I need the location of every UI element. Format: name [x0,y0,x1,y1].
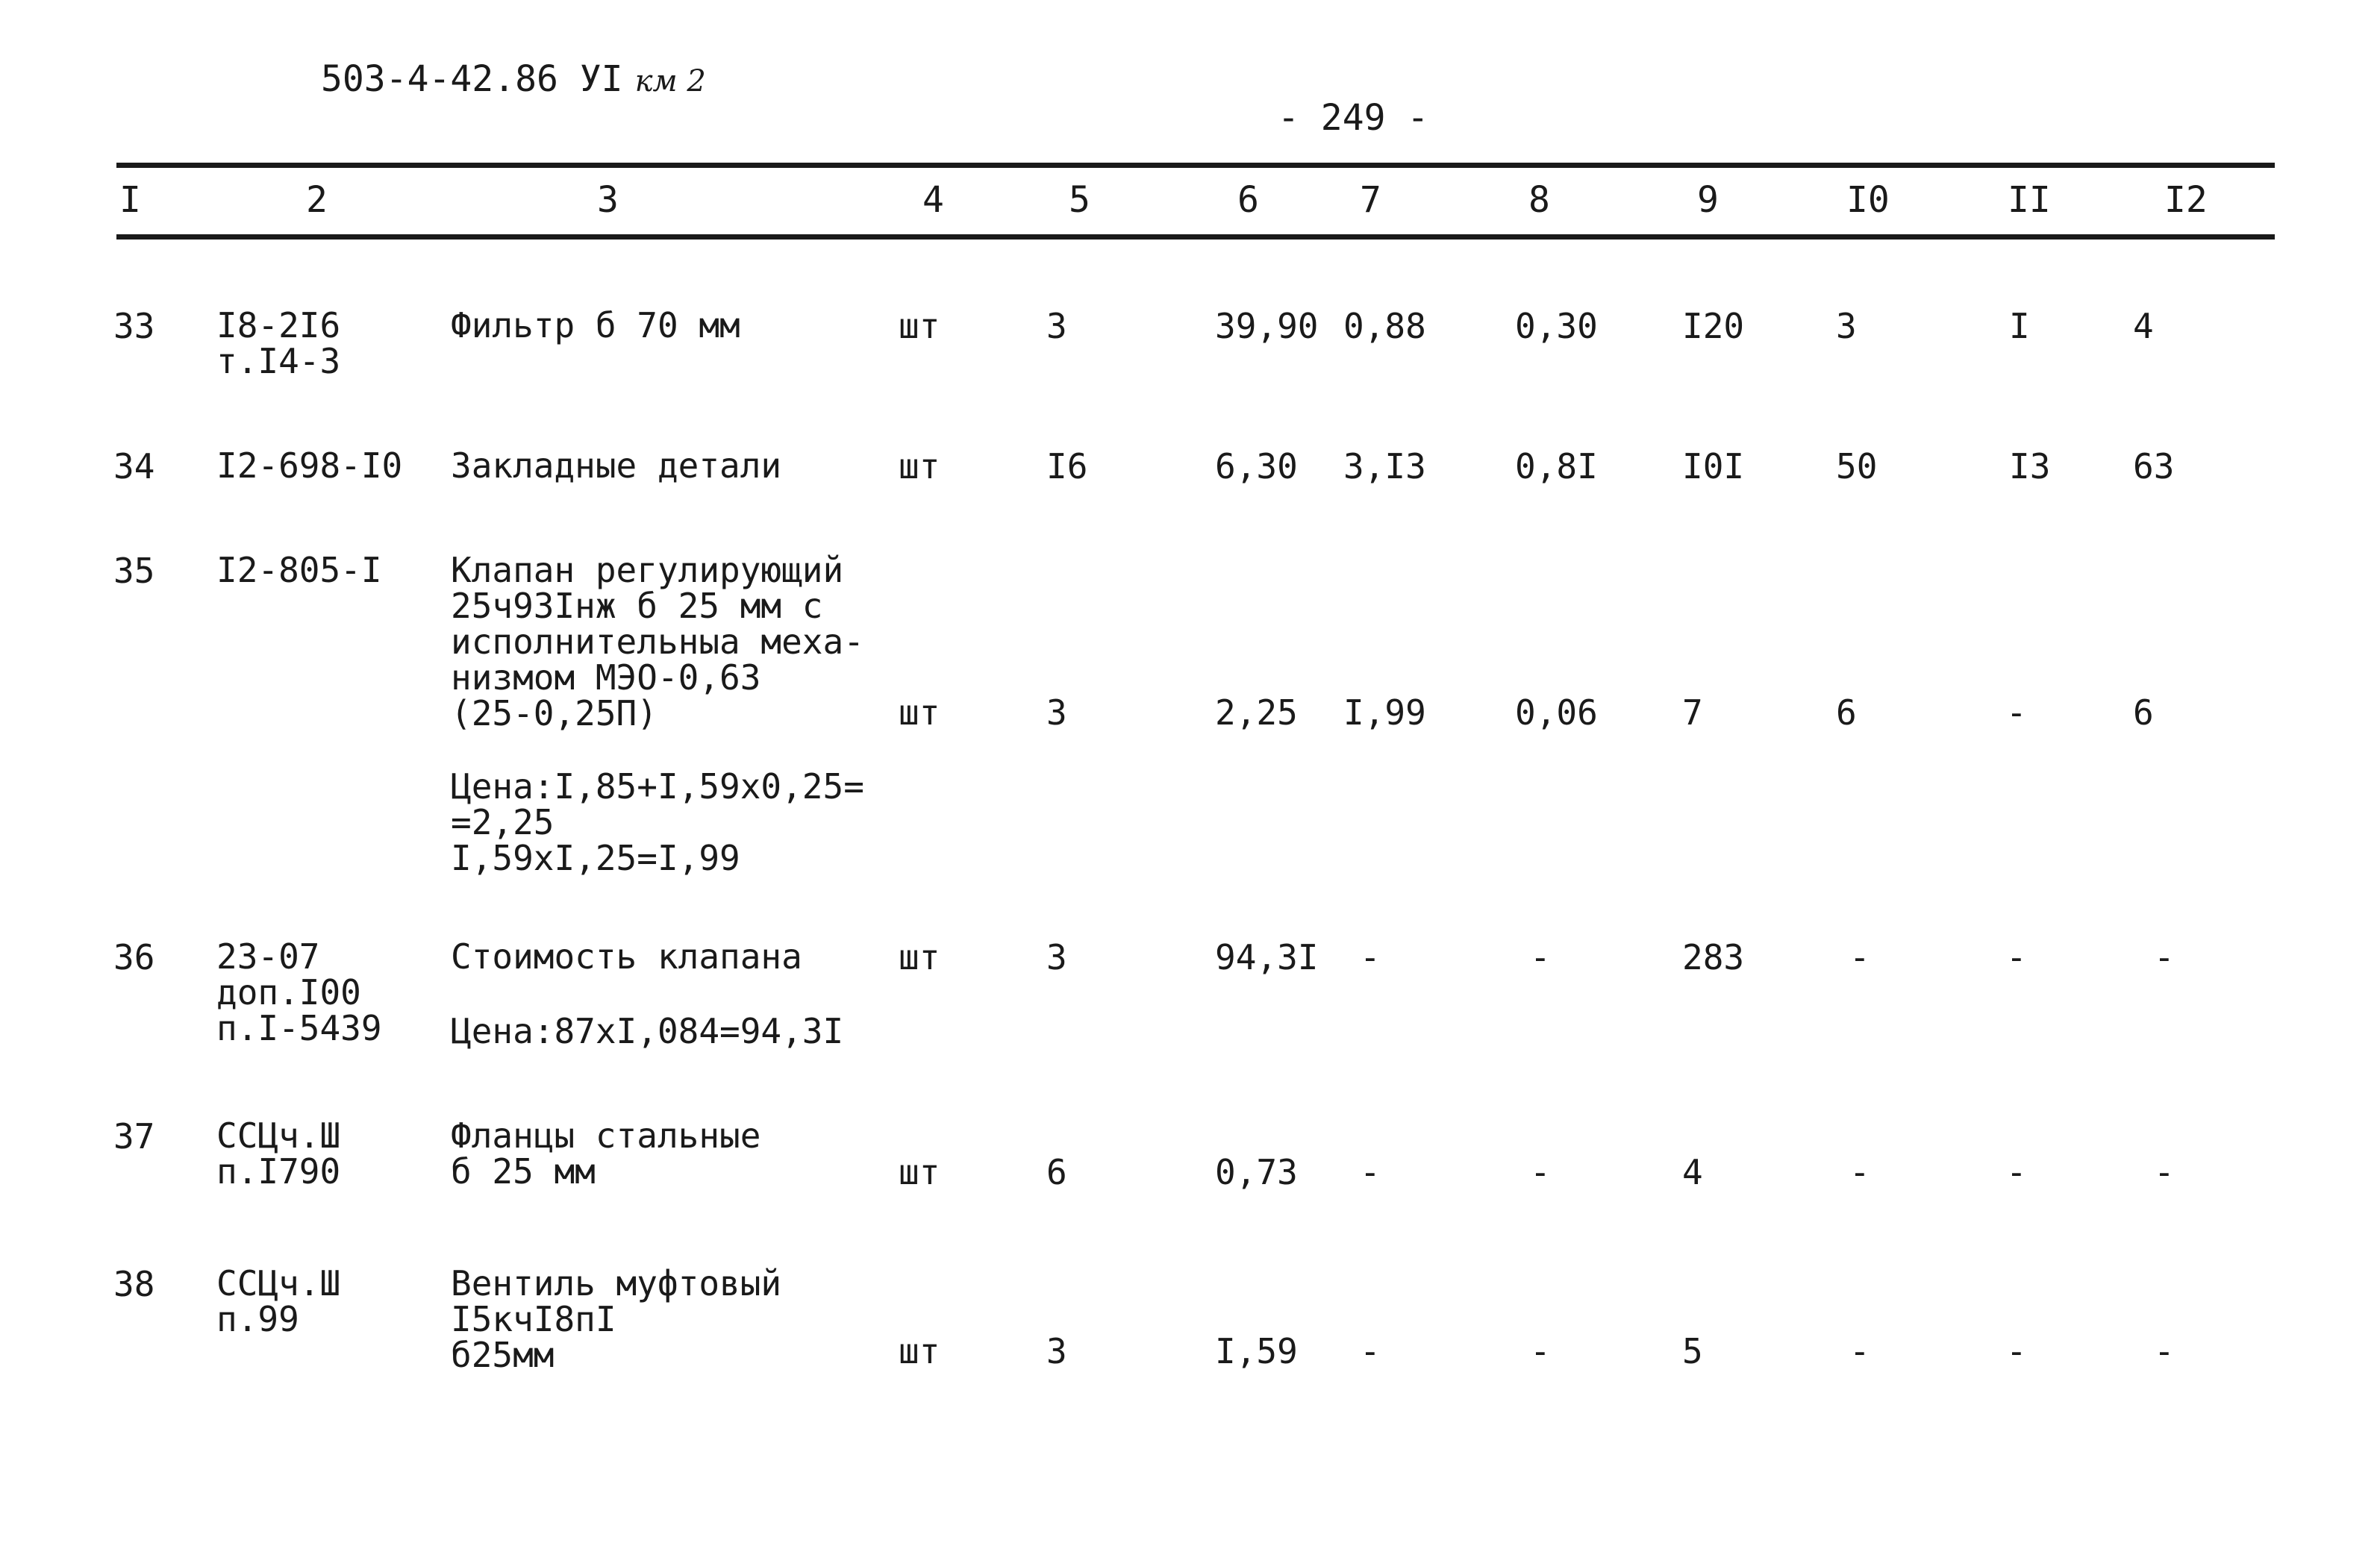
value-col-8: - [1530,1152,1551,1192]
page-number: - 249 - [1278,97,1429,139]
column-header: I0 [1846,179,1890,221]
value-col-12: - [2154,1152,2175,1192]
column-header: 7 [1360,179,1381,221]
item-name: Вентиль муфтовый I5кчI8пI б25мм [451,1263,782,1375]
value-col-10: 6 [1836,692,1857,733]
unit: шт [899,1152,940,1192]
value-col-12: 6 [2133,692,2154,733]
value-col-10: 50 [1836,446,1878,486]
unit: шт [899,306,940,346]
price-calculation: Цена:I,85+I,59х0,25= =2,25 I,59хI,25=I,99 [451,766,864,878]
value-col-6: 6,30 [1215,446,1298,486]
value-col-9: I0I [1682,446,1745,486]
reference-code: I2-805-I [216,550,382,590]
quantity: 3 [1046,1331,1067,1371]
value-col-9: 5 [1682,1331,1703,1371]
value-col-10: 3 [1836,306,1857,346]
value-col-12: - [2154,937,2175,977]
row-number: 34 [113,446,155,486]
value-col-12: 63 [2133,446,2175,486]
value-col-11: - [2006,1152,2027,1192]
item-name: Стоимость клапана [451,936,802,977]
reference-code: ССЦч.Ш п.I790 [216,1115,341,1192]
unit: шт [899,937,940,977]
document-code-text: 503-4-42.86 УI [321,58,623,100]
row-number: 38 [113,1264,155,1304]
table-top-rule [116,163,2275,168]
value-col-10: - [1849,1331,1870,1371]
item-name: Фланцы стальные б 25 мм [451,1115,761,1192]
quantity: 3 [1046,937,1067,977]
value-col-11: - [2006,937,2027,977]
value-col-7: - [1360,937,1381,977]
value-col-8: 0,30 [1515,306,1598,346]
quantity: 3 [1046,692,1067,733]
row-number: 37 [113,1116,155,1157]
column-header: I [119,179,141,221]
unit: шт [899,692,940,733]
value-col-10: - [1849,1152,1870,1192]
row-number: 33 [113,306,155,346]
column-header: I2 [2164,179,2208,221]
value-col-6: I,59 [1215,1331,1298,1371]
item-name: Закладные детали [451,445,782,486]
reference-code: I2-698-I0 [216,445,403,486]
column-header: 6 [1237,179,1259,221]
value-col-8: - [1530,937,1551,977]
value-col-11: - [2006,692,2027,733]
value-col-6: 39,90 [1215,306,1319,346]
value-col-6: 0,73 [1215,1152,1298,1192]
column-header: 4 [922,179,944,221]
value-col-9: 4 [1682,1152,1703,1192]
quantity: I6 [1046,446,1088,486]
column-header: 3 [597,179,619,221]
value-col-11: - [2006,1331,2027,1371]
price-calculation: Цена:87хI,084=94,3I [451,1011,844,1051]
column-header: 8 [1528,179,1550,221]
value-col-7: - [1360,1331,1381,1371]
item-name: Клапан регулирующий 25ч93Iнж б 25 мм с исполнительныа меха- низмом МЭО-0,63 (25-0,25П) [451,550,864,733]
value-col-7: I,99 [1343,692,1426,733]
value-col-7: 0,88 [1343,306,1426,346]
row-number: 36 [113,937,155,977]
value-col-12: - [2154,1331,2175,1371]
reference-code: ССЦч.Ш п.99 [216,1263,341,1339]
quantity: 3 [1046,306,1067,346]
unit: шт [899,1331,940,1371]
column-header: II [2008,179,2051,221]
value-col-8: - [1530,1331,1551,1371]
reference-code: I8-2I6 т.I4-3 [216,305,341,381]
value-col-9: 7 [1682,692,1703,733]
unit: шт [899,446,940,486]
row-number: 35 [113,551,155,591]
handwritten-note: км 2 [634,64,706,98]
value-col-11: I3 [2009,446,2051,486]
item-name: Фильтр б 70 мм [451,305,740,345]
value-col-7: - [1360,1152,1381,1192]
column-header: 9 [1697,179,1719,221]
value-col-11: I [2009,306,2030,346]
column-header: 2 [306,179,328,221]
value-col-8: 0,06 [1515,692,1598,733]
value-col-9: 283 [1682,937,1745,977]
reference-code: 23-07 доп.I00 п.I-5439 [216,936,382,1048]
column-header: 5 [1069,179,1090,221]
value-col-10: - [1849,937,1870,977]
quantity: 6 [1046,1152,1067,1192]
value-col-6: 94,3I [1215,937,1319,977]
table-header-rule [116,234,2275,240]
value-col-6: 2,25 [1215,692,1298,733]
value-col-12: 4 [2133,306,2154,346]
value-col-9: I20 [1682,306,1745,346]
value-col-7: 3,I3 [1343,446,1426,486]
value-col-8: 0,8I [1515,446,1598,486]
document-code [321,58,706,100]
